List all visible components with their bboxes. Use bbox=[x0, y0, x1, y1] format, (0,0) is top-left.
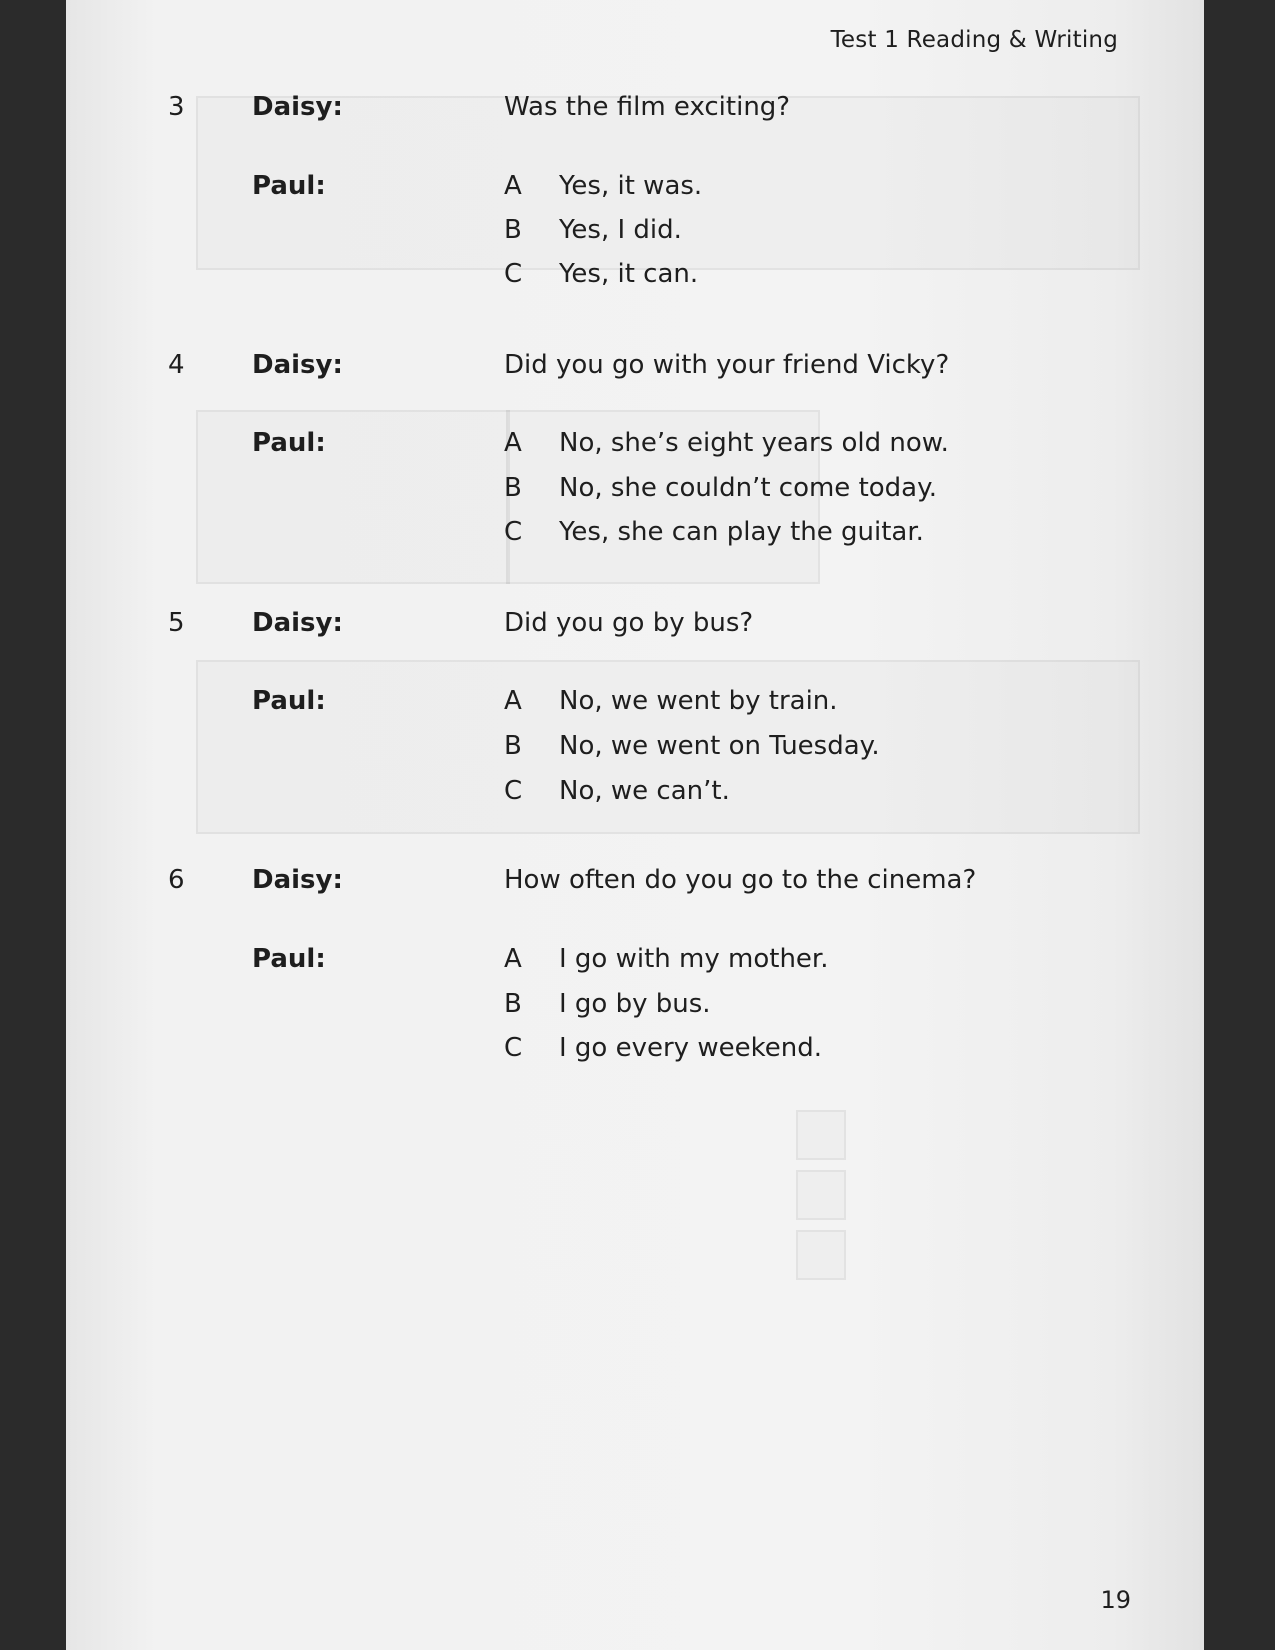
option-text: I go every weekend. bbox=[559, 1033, 822, 1063]
page-number: 19 bbox=[1100, 1586, 1131, 1614]
responder-label: Paul: bbox=[252, 686, 326, 716]
asker-label: Daisy: bbox=[252, 608, 343, 638]
option-text: Yes, it was. bbox=[559, 171, 703, 201]
option-text: No, we can’t. bbox=[559, 776, 730, 806]
option-letter: B bbox=[504, 473, 522, 503]
responder-label: Paul: bbox=[252, 944, 326, 974]
option-letter: C bbox=[504, 776, 523, 806]
option-letter: B bbox=[504, 989, 522, 1019]
option-text: No, we went by train. bbox=[559, 686, 838, 716]
option-letter: A bbox=[504, 944, 522, 974]
option-letter: B bbox=[504, 731, 522, 761]
option-text: No, we went on Tuesday. bbox=[559, 731, 880, 761]
option-letter: C bbox=[504, 259, 523, 289]
question-text: Did you go with your friend Vicky? bbox=[504, 350, 950, 380]
bleed-through-panel bbox=[796, 1110, 846, 1160]
responder-label: Paul: bbox=[252, 428, 326, 458]
option-text: No, she’s eight years old now. bbox=[559, 428, 949, 458]
option-text: Yes, she can play the guitar. bbox=[559, 517, 924, 547]
question-number: 5 bbox=[168, 608, 185, 638]
bleed-through-panel bbox=[196, 410, 510, 584]
question-text: Was the film exciting? bbox=[504, 92, 791, 122]
question-number: 4 bbox=[168, 350, 185, 380]
bleed-through-panel bbox=[796, 1170, 846, 1220]
question-text: Did you go by bus? bbox=[504, 608, 754, 638]
responder-label: Paul: bbox=[252, 171, 326, 201]
question-text: How often do you go to the cinema? bbox=[504, 865, 977, 895]
page-header: Test 1 Reading & Writing bbox=[830, 27, 1118, 53]
question-number: 3 bbox=[168, 92, 185, 122]
bleed-through-panel bbox=[796, 1230, 846, 1280]
option-letter: B bbox=[504, 215, 522, 245]
option-letter: C bbox=[504, 517, 523, 547]
option-letter: A bbox=[504, 428, 522, 458]
option-text: Yes, I did. bbox=[559, 215, 682, 245]
option-letter: C bbox=[504, 1033, 523, 1063]
option-letter: A bbox=[504, 686, 522, 716]
option-letter: A bbox=[504, 171, 522, 201]
option-text: No, she couldn’t come today. bbox=[559, 473, 938, 503]
option-text: Yes, it can. bbox=[559, 259, 699, 289]
option-text: I go by bus. bbox=[559, 989, 711, 1019]
asker-label: Daisy: bbox=[252, 865, 343, 895]
asker-label: Daisy: bbox=[252, 92, 343, 122]
document-page bbox=[66, 0, 1204, 1650]
asker-label: Daisy: bbox=[252, 350, 343, 380]
option-text: I go with my mother. bbox=[559, 944, 829, 974]
question-number: 6 bbox=[168, 865, 185, 895]
